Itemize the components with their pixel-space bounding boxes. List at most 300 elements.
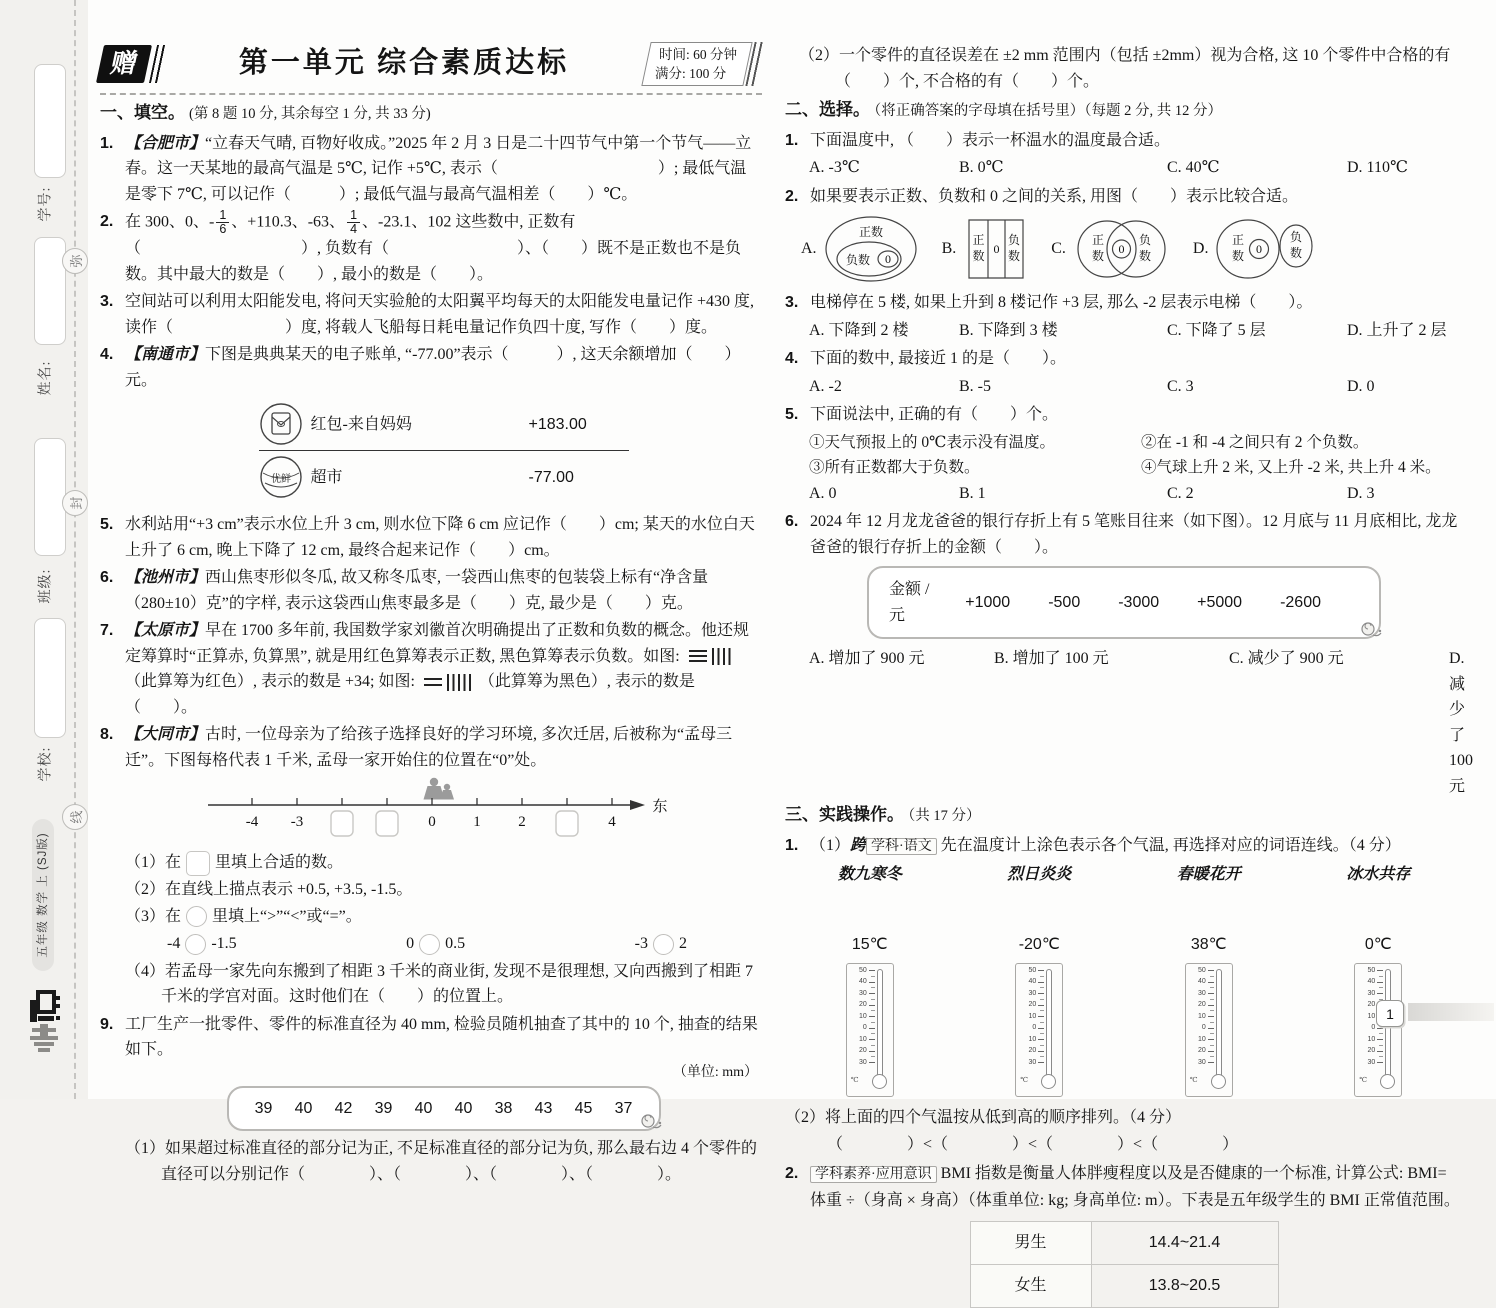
thermometer-minor-tick (1040, 999, 1044, 1000)
fold-sidebar (0, 0, 88, 1099)
page-title: 第一单元 综合素质达标 (238, 47, 570, 80)
svg-text:负: 负 (1008, 233, 1021, 247)
sample-value: 39 (374, 1099, 393, 1117)
option: D. 减少了 100 元 (1449, 650, 1473, 795)
thermometer-unit: ℃ (850, 1075, 859, 1084)
question-6 (100, 565, 762, 616)
question-number: 5. (100, 516, 114, 534)
question-3 (100, 289, 762, 340)
thermometer (1354, 963, 1402, 1097)
question-text: 在 300、0、- (125, 213, 215, 231)
sample-value: 38 (494, 1099, 513, 1117)
thermometer-scale-number: 10 (1367, 1012, 1376, 1020)
compare-pair: 0 0.5 (406, 931, 465, 957)
passbook-value: +1000 (965, 593, 1011, 611)
thermometer-scale-number: 10 (1028, 1035, 1037, 1043)
thermometer-tick (1208, 1039, 1214, 1040)
thermometer-bulb (1380, 1074, 1395, 1089)
thermometer-minor-tick (871, 999, 875, 1000)
thermometer-minor-tick (1210, 1010, 1214, 1011)
choice-question-2 (785, 184, 1463, 210)
thermometer-minor-tick (1379, 1033, 1383, 1034)
time-label: 时间: 60 分钟 (659, 47, 738, 62)
idiom-words-row (785, 862, 1463, 888)
choice-3-options (785, 318, 1463, 344)
question-2 (100, 209, 762, 287)
option: B. 下降到 3 楼 (959, 321, 1058, 339)
thermometer-tick (869, 993, 875, 994)
mengmu-figure-icon (423, 778, 454, 800)
option: C. 40℃ (1167, 159, 1220, 176)
svg-text:4: 4 (607, 814, 616, 831)
counting-rods-34-icon (687, 646, 735, 668)
choice-question-4 (785, 346, 1463, 372)
counting-rods-25-icon (422, 672, 476, 694)
svg-text:2: 2 (517, 814, 526, 831)
right-column (785, 42, 1473, 1308)
choice-question-1 (785, 128, 1463, 154)
student-name-writebox (34, 237, 66, 345)
thermometer-scale-number: 40 (1367, 978, 1376, 985)
venn-option-c: C. 正 数 0 负 数 (1051, 212, 1173, 286)
thermometer-tick (1208, 970, 1214, 971)
thermometer-minor-tick (1210, 987, 1214, 988)
thermometer-minor-tick (1379, 1056, 1383, 1057)
thermometer-minor-tick (1040, 987, 1044, 988)
thermometer-minor-tick (871, 1010, 875, 1011)
thermometer-tube (877, 969, 883, 1079)
ebill-row-amount: +183.00 (528, 415, 587, 433)
thermometer-scale-number: 50 (1028, 966, 1037, 974)
passbook-value: -500 (1048, 593, 1081, 611)
svg-text:数: 数 (1232, 249, 1245, 263)
thermometer-tick (1038, 993, 1044, 994)
svg-text:东: 东 (651, 799, 668, 816)
thermometer-scale-number: 30 (1197, 989, 1206, 997)
fraction-one-fourth: $\frac{1}{4}$ (347, 209, 360, 236)
thermometer-scale-number: 30 (858, 1058, 867, 1066)
option: C. 3 (1167, 377, 1194, 395)
thermometers-row (785, 963, 1463, 1097)
compare-pair: -3 2 (635, 931, 687, 957)
choice-question-5 (785, 402, 1463, 428)
option: C. 减少了 900 元 (1229, 650, 1344, 667)
thermometer-tick (1038, 1005, 1044, 1006)
thermometer-unit: ℃ (1020, 1075, 1029, 1084)
thermometer-scale-number: 0 (1201, 1024, 1206, 1031)
passbook-value: +5000 (1197, 593, 1243, 611)
thermometer-scale-number: 20 (1197, 1047, 1206, 1054)
svg-text:0: 0 (1256, 242, 1263, 256)
question-number: 6. (100, 569, 114, 587)
question-8-sub-1: （1）在 里填上合适的数。 (125, 850, 762, 876)
compare-pair: -4 -1.5 (167, 931, 237, 957)
thermometer-tick (1038, 1039, 1044, 1040)
thermometer-scale-number: 40 (858, 978, 867, 985)
thermometer-minor-tick (1040, 976, 1044, 977)
svg-text:负: 负 (1290, 230, 1303, 244)
svg-text:0: 0 (1118, 242, 1125, 256)
idiom-word: 烈日炎炎 (1007, 866, 1072, 883)
thermometer-tick (869, 1005, 875, 1006)
svg-text:0: 0 (427, 814, 436, 831)
student-id-writebox (34, 64, 66, 178)
thermometer-tick (1038, 970, 1044, 971)
question-7 (100, 618, 762, 720)
thermometer-tick (1038, 1062, 1044, 1063)
statement: ③所有正数都大于负数。 (809, 459, 980, 476)
question-text: BMI 指数是衡量人体胖瘦程度以及是否健康的一个标准, 计算公式: BMI= 体重 ÷（身高 × 身高）（体重单位: kg; 身高单位: m）。下表是五年级学生的 BMI 正常值范围。 (810, 1165, 1460, 1209)
thermometer-tick (869, 1016, 875, 1017)
section-practice-heading (785, 802, 1463, 830)
thermometer-tube (1216, 969, 1222, 1079)
school-writebox (34, 618, 66, 738)
thermometer-minor-tick (1210, 976, 1214, 977)
thermometer-scale-number: 10 (858, 1012, 867, 1020)
thermometer-scale-number: 30 (1028, 1058, 1037, 1066)
snail-icon (639, 1112, 663, 1139)
thermometer-minor-tick (1210, 1033, 1214, 1034)
temperature-label: 38℃ (1190, 935, 1227, 953)
svg-text:数: 数 (1008, 249, 1021, 263)
section-practice-note: （共 17 分） (908, 808, 981, 824)
bmi-table-row (970, 1222, 1278, 1265)
question-text: “立春天气晴, 百物好收成。”2025 年 2 月 3 日是二十四节气中第一个节气——立春。这一天某地的最高气温是 5℃, 记作 +5℃, 表示（ ）; 最低气温是零下 7℃, 可以记作（ ）; 最低气温与最高气温相差（ ）℃。 (125, 134, 752, 203)
bank-passbook-diagram (867, 566, 1381, 639)
question-number: 2. (100, 213, 114, 230)
student-id-label: 学号: (38, 186, 54, 222)
option: B. -5 (959, 377, 991, 395)
thermometer-minor-tick (1040, 1022, 1044, 1023)
compare-row (125, 931, 687, 957)
question-8 (100, 722, 762, 1009)
thermometer-scale-number: 0 (862, 1024, 867, 1031)
red-packet-icon (259, 402, 311, 446)
thermometer-minor-tick (871, 987, 875, 988)
svg-text:负: 负 (1138, 233, 1151, 247)
thermometer-minor-tick (1040, 1045, 1044, 1046)
svg-text:0: 0 (993, 242, 1000, 256)
sub-number: （1） (810, 836, 851, 854)
fraction-one-sixth: $\frac{1}{6}$ (216, 209, 229, 236)
thermometer-scale-number: 20 (1028, 1047, 1037, 1054)
answer-circle (653, 934, 674, 955)
thermometer-scale-number: 30 (1367, 1058, 1376, 1066)
sample-value: 42 (334, 1099, 353, 1117)
thermometer-minor-tick (1379, 976, 1383, 977)
bmi-row-range: 13.8~20.5 (1091, 1265, 1278, 1308)
question-text: 2024 年 12 月龙龙爸爸的银行存折上有 5 笔账目往来（如下图）。12 月底与 11 月底相比, 龙龙爸爸的银行存折上的金额（ ）。 (810, 513, 1458, 556)
press-logo (28, 982, 64, 1068)
thermometer-scale-number: 30 (1197, 1058, 1206, 1066)
question-text: 水利站用“+3 cm”表示水位上升 3 cm, 则水位下降 6 cm 应记作（ ）cm; 某天的水位白天上升了 6 cm, 晚上下降了 12 cm, 最终合起来记作（ ）cm。 (125, 516, 755, 559)
section-fill-note: (第 8 题 10 分, 其余每空 1 分, 共 33 分) (189, 106, 431, 122)
bmi-table-row (970, 1265, 1278, 1308)
thermometer-tick (869, 982, 875, 983)
seal-char-xian: 线 (62, 804, 88, 830)
practice-1-sub-2: （2）将上面的四个气温按从低到高的顺序排列。（4 分） (785, 1109, 1182, 1126)
question-text: 下面的数中, 最接近 1 的是（ ）。 (810, 350, 1067, 367)
question-text: 下面说法中, 正确的有（ ）个。 (810, 406, 1059, 423)
number-line-diagram (194, 775, 694, 849)
ebill-row-redpacket (259, 398, 629, 450)
temperatures-row (785, 932, 1463, 958)
answer-box (186, 851, 210, 876)
temperature-label: 0℃ (1364, 935, 1392, 953)
thermometer-bulb (1211, 1074, 1226, 1089)
youxian-store-icon (259, 455, 311, 499)
option: A. 0 (809, 484, 837, 502)
thermometer-minor-tick (1210, 1022, 1214, 1023)
thermometer-scale-number: 10 (1028, 1012, 1037, 1020)
thermometer-minor-tick (1379, 987, 1383, 988)
question-text: 下面温度中, （ ）表示一杯温水的温度最合适。 (810, 131, 1171, 149)
thermometer-tick (1377, 970, 1383, 971)
question-text: 下图是典典某天的电子账单, “-77.00”表示（ ）, 这天余额增加（ ）元。 (125, 346, 741, 389)
thermometer-tick (1038, 1016, 1044, 1017)
question-9-sub-2: （2）一个零件的直径误差在 ±2 mm 范围内（包括 ±2mm）视为合格, 这 10 个零件中合格的有（ ）个, 不合格的有（ ）个。 (799, 47, 1451, 90)
student-name-label: 姓名: (38, 360, 54, 396)
thermometer-minor-tick (1040, 1056, 1044, 1057)
temperature-label: -20℃ (1018, 935, 1060, 953)
thermometer-tube (1046, 969, 1052, 1079)
thermometer-tick (1377, 1039, 1383, 1040)
thermometer-minor-tick (1210, 1045, 1214, 1046)
statement: ①天气预报上的 0℃表示没有温度。 (809, 433, 1055, 451)
thermometer-bulb (1041, 1074, 1056, 1089)
passbook-value: -2600 (1280, 593, 1321, 611)
left-column (100, 42, 762, 1189)
question-text: 工厂生产一批零件、零件的标准直径为 40 mm, 检验员随机抽查了其中的 10 个, 抽查的结果如下。 (125, 1015, 758, 1059)
sample-value: 40 (414, 1099, 433, 1117)
number-line-answer-boxes (331, 811, 578, 836)
statement: ②在 -1 和 -4 之间只有 2 个负数。 (1141, 433, 1369, 451)
svg-text:正: 正 (972, 233, 985, 247)
thermometer-scale-number: 20 (1197, 1001, 1206, 1008)
thermometer-tick (869, 1039, 875, 1040)
choice-5-statements (785, 430, 1463, 481)
option: A. -3℃ (809, 159, 860, 176)
time-score-box (641, 42, 752, 86)
question-number: 4. (785, 350, 799, 367)
idiom-word: 春暖花开 (1176, 866, 1241, 883)
svg-text:数: 数 (1091, 249, 1104, 263)
thermometer-tick (1208, 1016, 1214, 1017)
choice-question-3 (785, 290, 1463, 316)
question-text: 、-23.1、102 这些数中, 正数有（ ）, 负数有（ ）、（ ）既不是正数也不是负数。其中最大的数是（ ）, 最小的数是（ ）。 (125, 213, 742, 283)
thermometer-tick (1038, 1028, 1044, 1029)
question-4 (100, 342, 762, 510)
option: B. 增加了 100 元 (994, 650, 1109, 667)
thermometer-bulb (872, 1074, 887, 1089)
thermometer-scale-number: 50 (1197, 966, 1206, 974)
svg-text:数: 数 (1138, 249, 1151, 263)
svg-text:0: 0 (884, 252, 891, 266)
temperature-label: 15℃ (851, 935, 888, 953)
choice-2-diagrams (785, 212, 1463, 286)
option: B. 1 (959, 484, 986, 502)
choice-6-options (785, 646, 1473, 799)
question-8-sub-3: （3）在 里填上“>”“<”或“=”。 (125, 904, 762, 930)
thermometer-tick (869, 1028, 875, 1029)
svg-text:数: 数 (1290, 246, 1303, 260)
thermometer-minor-tick (1379, 1045, 1383, 1046)
bmi-row-label: 女生 (970, 1265, 1091, 1308)
section-choice-note: （将正确答案的字母填在括号里）（每题 2 分, 共 12 分） (874, 103, 1222, 119)
thermometer-tick (869, 970, 875, 971)
city-tag: 【池州市】 (125, 569, 206, 587)
svg-text:数: 数 (972, 249, 985, 263)
seal-char-feng: 封 (62, 490, 88, 516)
option: D. 3 (1347, 484, 1375, 502)
gift-badge: 赠 (96, 45, 152, 83)
svg-text:-3: -3 (290, 814, 303, 831)
thermometer-tick (1377, 1062, 1383, 1063)
venn-option-a: A. 正数 负数 0 (801, 212, 922, 286)
statement: ④气球上升 2 米, 又上升 -2 米, 共上升 4 米。 (1141, 459, 1441, 476)
question-number: 8. (100, 726, 114, 744)
section-practice-title: 三、实践操作。 (785, 805, 904, 824)
thermometer-scale-number: 10 (858, 1035, 867, 1043)
unit-note: （单位: mm） (672, 1064, 758, 1080)
thermometer-minor-tick (871, 1056, 875, 1057)
question-number: 3. (785, 294, 799, 311)
thermometer-scale-number: 20 (858, 1047, 867, 1054)
question-number: 1. (785, 836, 799, 854)
bmi-table (970, 1221, 1279, 1308)
section-choice-title: 二、选择。 (785, 100, 870, 119)
city-tag: 【合肥市】 (125, 134, 206, 152)
thermometer-minor-tick (1040, 1010, 1044, 1011)
option: C. 下降了 5 层 (1167, 321, 1266, 339)
thermometer-scale-number: 20 (1367, 1001, 1376, 1008)
thermometer-scale-number: 20 (1028, 1001, 1037, 1008)
option: D. 110℃ (1347, 159, 1408, 176)
book-edition-label: 五年级 数学 上 (SJ版) (32, 819, 54, 971)
thermometer-scale-number: 30 (858, 989, 867, 997)
bmi-row-range: 14.4~21.4 (1091, 1222, 1278, 1265)
city-tag: 【南通市】 (125, 346, 206, 364)
venn-option-b: B. 正 数 0 负 数 (942, 212, 1032, 286)
ebill-row-label: 红包-来自妈妈 (310, 415, 412, 433)
thermometer-tick (1038, 982, 1044, 983)
practice-question-2 (785, 1161, 1463, 1213)
class-writebox (34, 438, 66, 556)
thermometer-tick (1377, 993, 1383, 994)
thermometer-unit: ℃ (1359, 1075, 1368, 1084)
passbook-value: -3000 (1118, 593, 1160, 611)
question-number: 5. (785, 406, 799, 423)
sample-value: 39 (254, 1099, 273, 1117)
thermometer-scale-number: 20 (1367, 1047, 1376, 1054)
page-number: 1 (1376, 1000, 1404, 1027)
question-text: （此算筹为黑色）, 表示的数是（ ）。 (125, 673, 695, 716)
thermometer-tick (1208, 982, 1214, 983)
thermometer-tick (1208, 1062, 1214, 1063)
section-choice-heading (785, 97, 1463, 125)
thermometer-scale-number: 30 (1367, 989, 1376, 997)
sample-value: 43 (534, 1099, 553, 1117)
svg-text:1: 1 (472, 814, 481, 831)
option: D. 上升了 2 层 (1347, 321, 1447, 339)
question-number: 2. (785, 1165, 799, 1182)
question-number: 2. (785, 187, 799, 205)
thermometer-scale-number: 30 (1028, 989, 1037, 997)
literacy-badge: 学科素养·应用意识 (810, 1166, 937, 1183)
svg-text:正: 正 (1232, 233, 1245, 247)
thermometer-scale-number: 40 (1197, 978, 1206, 985)
thermometer-scale-number: 0 (1371, 1024, 1376, 1031)
thermometer-tick (1377, 1051, 1383, 1052)
thermometer-scale-number: 50 (858, 966, 867, 974)
fold-dashed-line (74, 0, 76, 1099)
choice-5-options (785, 481, 1463, 507)
thermometer-minor-tick (1210, 999, 1214, 1000)
option: A. 增加了 900 元 (809, 650, 925, 667)
svg-text:-4: -4 (245, 814, 258, 831)
thermometer-minor-tick (1040, 1033, 1044, 1034)
answer-circle (186, 906, 207, 927)
question-1 (100, 131, 762, 208)
svg-text:负数: 负数 (845, 253, 870, 267)
answer-circle (185, 934, 206, 955)
thermometer-unit: ℃ (1189, 1075, 1198, 1084)
option: A. 下降到 2 楼 (809, 321, 909, 339)
question-text: 、+110.3、-63、 (231, 213, 346, 231)
thermometer-tick (1208, 1005, 1214, 1006)
question-8-sub-2: （2）在直线上描点表示 +0.5, +3.5, -1.5。 (125, 881, 413, 899)
svg-text:正数: 正数 (858, 225, 883, 239)
option: B. 0℃ (959, 159, 1004, 176)
practice-question-1 (785, 833, 1463, 860)
paper-header (100, 42, 762, 95)
ordering-blanks: （ ）<（ ）<（ ）<（ ） (827, 1135, 1239, 1153)
thermometer-scale-number: 40 (1028, 978, 1037, 985)
choice-1-options (785, 155, 1463, 181)
svg-text:优鲜: 优鲜 (270, 474, 291, 486)
choice-question-6 (785, 509, 1463, 560)
passbook-label: 金额 / 元 (889, 581, 930, 624)
question-text: （此算筹为红色）, 表示的数是 +34; 如图: (125, 673, 419, 691)
thermometer-scale-number: 10 (1197, 1012, 1206, 1020)
question-number: 3. (100, 293, 114, 311)
thermometer-scale-number: 10 (1197, 1035, 1206, 1043)
thermometer (1185, 963, 1233, 1097)
thermometer-tick (1377, 982, 1383, 983)
thermometer-minor-tick (871, 1045, 875, 1046)
thermometer-tick (1208, 1051, 1214, 1052)
bmi-row-label: 男生 (970, 1222, 1091, 1265)
thermometer-tick (1208, 993, 1214, 994)
question-text: 西山焦枣形似冬瓜, 故又称冬瓜枣, 一袋西山焦枣的包装袋上标有“净含量（280±10）克”的字样, 表示这袋西山焦枣最多是（ ）克, 最少是（ ）克。 (125, 569, 709, 612)
question-number: 4. (100, 346, 114, 364)
sample-value: 40 (294, 1099, 313, 1117)
section-fill-title: 一、填空。 (100, 103, 185, 122)
sample-value: 40 (454, 1099, 473, 1117)
thermometer-tick (1038, 1051, 1044, 1052)
ebill-row-label: 超市 (310, 468, 343, 486)
question-number: 9. (100, 1015, 114, 1033)
page-edge-bar (1408, 1003, 1494, 1021)
seal-char-mi: 弥 (62, 248, 88, 274)
thermometer (1015, 963, 1063, 1097)
question-number: 6. (785, 513, 799, 530)
thermometer-minor-tick (871, 1033, 875, 1034)
thermometer-minor-tick (871, 1022, 875, 1023)
cross-subject-prefix: 跨 (850, 836, 867, 854)
question-text: 古时, 一位母亲为了给孩子选择良好的学习环境, 多次迁居, 后被称为“孟母三迁”。下图每格代表 1 千米, 孟母一家开始住的位置在“0”处。 (125, 726, 733, 769)
sample-values-box (227, 1086, 661, 1132)
